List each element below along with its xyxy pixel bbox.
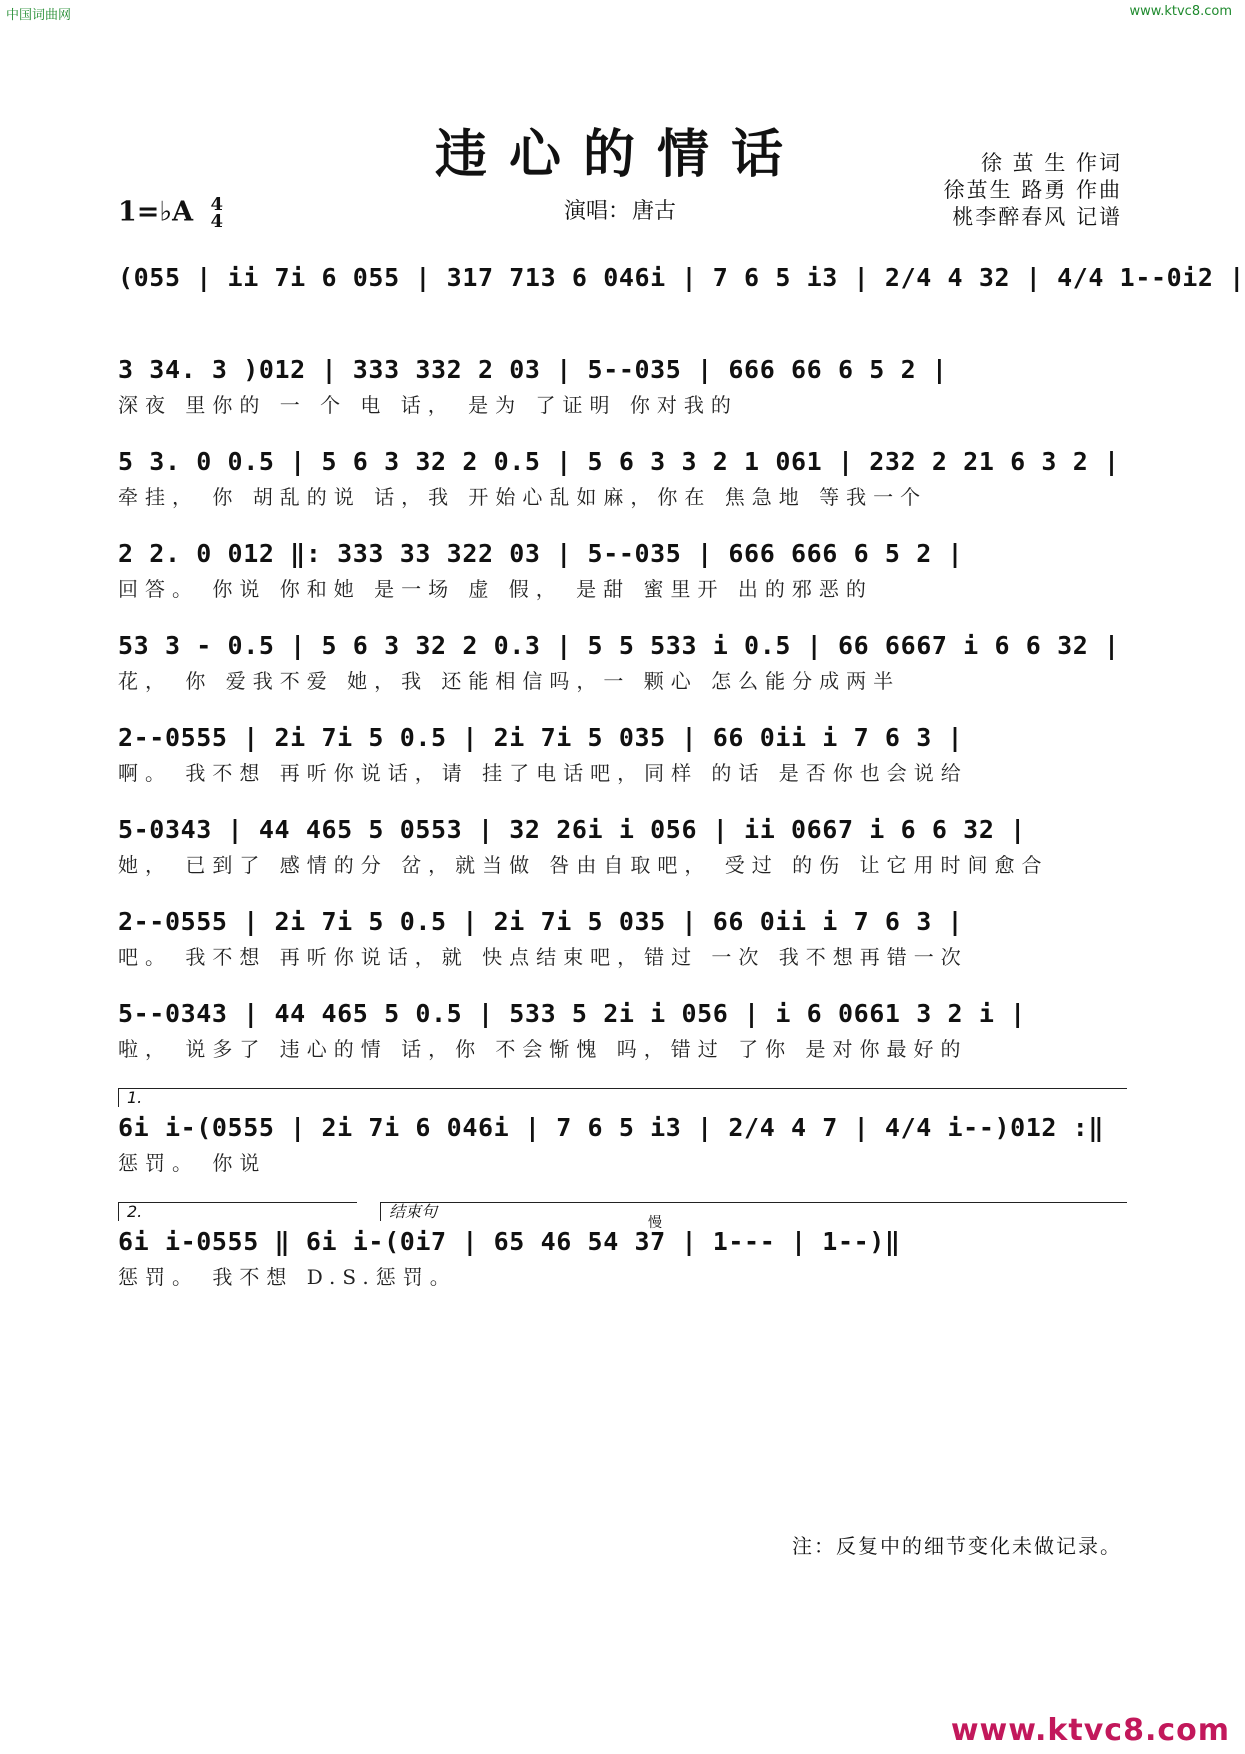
- score-system: [118, 810, 1124, 880]
- score-system: [118, 626, 1124, 696]
- credits: [944, 150, 1122, 231]
- volta-second-ending: 2.: [118, 1202, 357, 1221]
- credit-transcriber: 桃李醉春风 记谱: [952, 205, 1122, 229]
- lyrics-line: 惩罚。 你说: [118, 1151, 267, 1175]
- time-signature: [211, 196, 224, 230]
- score-system: [118, 534, 1124, 604]
- lyrics-line: 啊。 我不想 再听你说话，请 挂了电话吧，同样 的话 是否你也会说给: [118, 761, 968, 785]
- score: [118, 258, 1245, 1292]
- footnote: 注：反复中的细节变化未做记录。: [792, 1534, 1122, 1558]
- notation-line: 5-0343 | 44 465 5 0553 | 32 26i i 056 | ii 0667 i 6 6 32 |: [118, 815, 1026, 844]
- watermark-bottom: www.ktvc8.com: [950, 1713, 1230, 1748]
- score-system: [118, 1088, 1124, 1178]
- notation-line: 2--0555 | 2i 7i 5 0.5 | 2i 7i 5 035 | 66 0ii i 7 6 3 |: [118, 723, 964, 752]
- score-system: [118, 350, 1124, 420]
- notation-line: (055 | ii 7i 6 055 | 317 713 6 046i | 7 6 5 i3 | 2/4 4 32 | 4/4 1--0i2 |: [118, 263, 1245, 292]
- lyrics-line: 深夜 里你的 一 个 电 话， 是为 了证明 你对我的: [118, 393, 738, 417]
- volta-first-ending: 1.: [118, 1088, 1127, 1107]
- coda-label: 结束句: [380, 1202, 1127, 1221]
- lyrics-line: 花， 你 爱我不爱 她，我 还能相信吗，一 颗心 怎么能分成两半: [118, 669, 901, 693]
- score-system: [118, 258, 1245, 328]
- score-system: [118, 718, 1124, 788]
- notation-line: 5--0343 | 44 465 5 0.5 | 533 5 2i i 056 | i 6 0661 3 2 i |: [118, 999, 1026, 1028]
- singer-label: 演唱：: [564, 199, 631, 224]
- meter-top: 4: [210, 194, 224, 215]
- notation-line: 6i i-0555 ‖ 6i i-(0i7 | 65 46 54 37 | 1--- | 1--)‖: [118, 1227, 901, 1256]
- score-system: [118, 994, 1124, 1064]
- lyrics-line: [118, 298, 1124, 328]
- score-system: [118, 1202, 1124, 1292]
- notation-line: 5 3. 0 0.5 | 5 6 3 32 2 0.5 | 5 6 3 3 2 1 061 | 232 2 21 6 3 2 |: [118, 447, 1120, 476]
- song-title: 违心的情话: [434, 124, 805, 185]
- lyrics-line: 回答。 你说 你和她 是一场 虚 假， 是甜 蜜里开 出的邪恶的: [118, 577, 873, 601]
- notation-line: 6i i-(0555 | 2i 7i 6 046i | 7 6 5 i3 | 2/4 4 7 | 4/4 i--)012 :‖: [118, 1113, 1105, 1142]
- lyrics-line: 牵挂， 你 胡乱的说 话，我 开始心乱如麻，你在 焦急地 等我一个: [118, 485, 928, 509]
- notation-line: 53 3 - 0.5 | 5 6 3 32 2 0.3 | 5 5 533 i 0.5 | 66 6667 i 6 6 32 |: [118, 631, 1120, 660]
- singer-name: 唐古: [632, 199, 677, 224]
- watermark-top-left: 中国词曲网: [6, 8, 72, 23]
- tempo-marking: 慢: [648, 1215, 662, 1231]
- lyrics-line: 惩罚。 我不想 D.S.惩罚。: [118, 1265, 457, 1289]
- watermark-top-right: www.ktvc8.com: [1129, 4, 1232, 19]
- lyrics-line: 啦， 说多了 违心的情 话，你 不会惭愧 吗，错过 了你 是对你最好的: [118, 1037, 968, 1061]
- singer: [562, 194, 676, 225]
- lyrics-line: 她， 已到了 感情的分 岔，就当做 咎由自取吧， 受过 的伤 让它用时间愈合: [118, 853, 1049, 877]
- score-system: [118, 442, 1124, 512]
- key-signature: [118, 196, 223, 230]
- credit-lyricist: 徐 茧 生 作词: [980, 151, 1122, 175]
- lyrics-line: 吧。 我不想 再听你说话，就 快点结束吧，错过 一次 我不想再错一次: [118, 945, 968, 969]
- credit-composer: 徐茧生 路勇 作曲: [943, 178, 1122, 202]
- notation-line: 2 2. 0 012 ‖: 333 33 322 03 | 5--035 | 666 666 6 5 2 |: [118, 539, 964, 568]
- notation-line: 2--0555 | 2i 7i 5 0.5 | 2i 7i 5 035 | 66 0ii i 7 6 3 |: [118, 907, 964, 936]
- score-system: [118, 902, 1124, 972]
- notation-line: 3 34. 3 )012 | 333 332 2 03 | 5--035 | 666 66 6 5 2 |: [118, 355, 948, 384]
- key-text: 1=♭A: [118, 196, 194, 228]
- meter-bottom: 4: [210, 211, 224, 232]
